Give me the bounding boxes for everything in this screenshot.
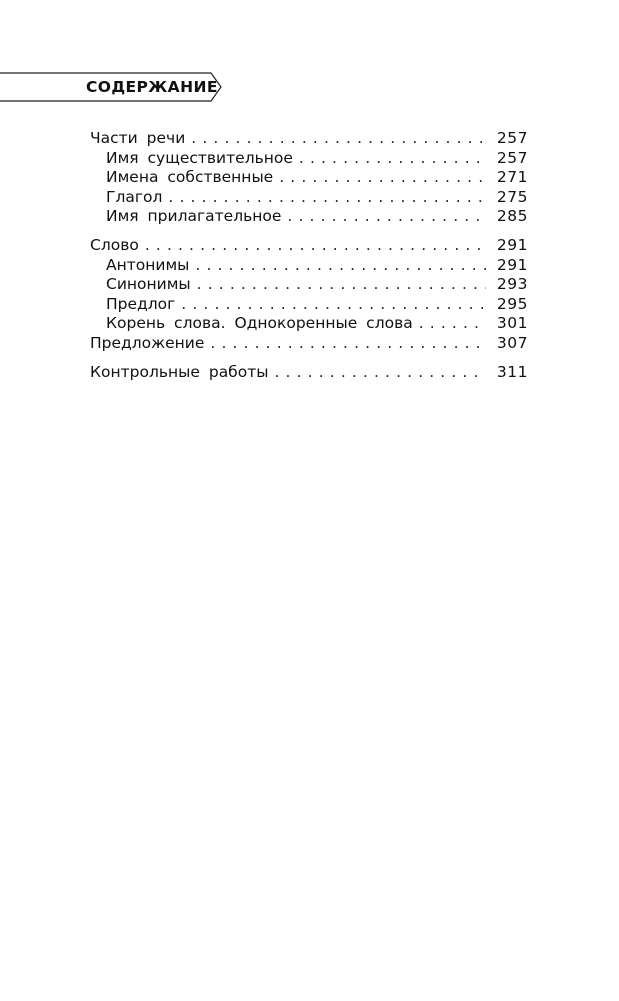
toc-dot-leader — [195, 256, 486, 276]
toc-entry-title: Антонимы — [106, 255, 190, 274]
toc-entry[interactable] — [90, 275, 528, 295]
toc-dot-leader — [210, 334, 486, 354]
toc-entry-page: 257 — [496, 129, 528, 147]
toc-entry[interactable] — [90, 168, 528, 188]
toc-entry-page: 285 — [496, 207, 528, 226]
toc-entry[interactable] — [90, 188, 528, 208]
toc-dot-leader — [275, 363, 487, 383]
toc-entry[interactable] — [90, 256, 528, 276]
toc-entry-page: 295 — [496, 294, 528, 313]
toc-entry-title: Синонимы — [106, 275, 191, 294]
toc-entry-title: Имена собственные — [106, 168, 274, 187]
toc-entry-page: 311 — [496, 362, 528, 381]
toc-entry-page: 271 — [496, 168, 528, 187]
section-header — [0, 72, 222, 102]
toc-dot-leader — [299, 149, 486, 169]
toc-entry[interactable] — [90, 236, 528, 256]
toc-dot-leader — [419, 314, 486, 334]
toc-entry-page: 293 — [496, 275, 528, 294]
toc-entry-page: 275 — [496, 187, 528, 206]
toc-dot-leader — [191, 129, 486, 149]
table-of-contents — [90, 129, 528, 382]
page-title: СОДЕРЖАНИЕ — [86, 78, 218, 96]
toc-entry-title: Слово — [90, 235, 139, 254]
toc-entry[interactable] — [90, 207, 528, 227]
toc-entry-title: Имя существительное — [106, 148, 293, 167]
toc-entry[interactable] — [90, 334, 528, 354]
toc-entry-title: Корень слова. Однокоренные слова — [106, 314, 413, 333]
toc-entry-page: 291 — [496, 255, 528, 274]
toc-dot-leader — [287, 207, 486, 227]
toc-entry[interactable] — [90, 129, 528, 149]
toc-entry-page: 301 — [496, 314, 528, 333]
toc-entry-title: Глагол — [106, 187, 163, 206]
toc-dot-leader — [279, 168, 486, 188]
toc-dot-leader — [181, 295, 486, 315]
toc-entry-title: Части речи — [90, 129, 186, 147]
toc-entry-page: 257 — [496, 148, 528, 167]
toc-entry-page: 307 — [496, 333, 528, 352]
toc-entry[interactable] — [90, 295, 528, 315]
toc-entry-page: 291 — [496, 235, 528, 254]
toc-dot-leader — [197, 275, 486, 295]
toc-entry-title: Контрольные работы — [90, 362, 269, 381]
toc-entry-title: Предложение — [90, 333, 205, 352]
toc-dot-leader — [145, 236, 486, 256]
toc-entry[interactable] — [90, 363, 528, 383]
toc-entry[interactable] — [90, 314, 528, 334]
toc-entry-title: Имя прилагательное — [106, 207, 282, 226]
toc-entry-title: Предлог — [106, 294, 176, 313]
toc-dot-leader — [168, 188, 486, 208]
toc-entry[interactable] — [90, 149, 528, 169]
